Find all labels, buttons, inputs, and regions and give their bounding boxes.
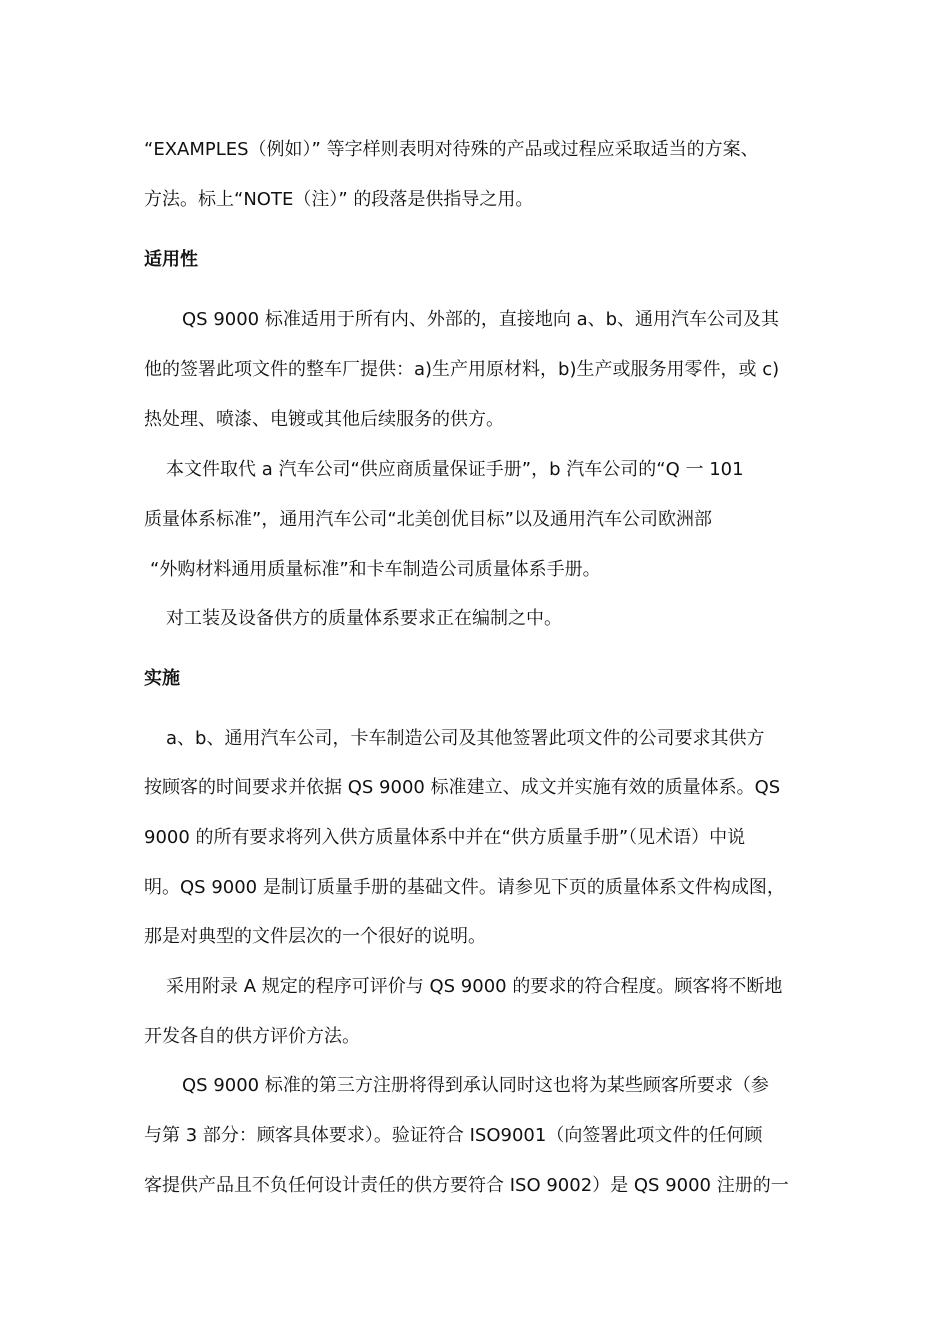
- implementation-p1-line-4: 明。QS 9000 是制订质量手册的基础文件。请参见下页的质量体系文件构成图，: [144, 877, 785, 898]
- applicability-p1-line-1: QS 9000 标准适用于所有内、外部的，直接地向 a、b、通用汽车公司及其: [182, 309, 780, 330]
- implementation-p1-line-1: a、b、通用汽车公司，卡车制造公司及其他签署此项文件的公司要求其供方: [166, 728, 765, 749]
- implementation-p3-line-2: 与第 3 部分：顾客具体要求）。验证符合 ISO9001（向签署此项文件的任何顾: [144, 1125, 763, 1146]
- implementation-p2-line-2: 开发各自的供方评价方法。: [144, 1026, 360, 1047]
- implementation-p2-line-1: 采用附录 A 规定的程序可评价与 QS 9000 的要求的符合程度。顾客将不断地: [166, 976, 783, 997]
- implementation-p1-line-2: 按顾客的时间要求并依据 QS 9000 标准建立、成文并实施有效的质量体系。QS: [144, 777, 781, 798]
- applicability-p3-line-1: 对工装及设备供方的质量体系要求正在编制之中。: [166, 608, 562, 629]
- intro-line-2: 方法。标上“NOTE（注）” 的段落是供指导之用。: [144, 189, 534, 210]
- section-heading-implementation: 实施: [144, 668, 180, 689]
- implementation-p1-line-5: 那是对典型的文件层次的一个很好的说明。: [144, 926, 486, 947]
- implementation-p1-line-3: 9000 的所有要求将列入供方质量体系中并在“供方质量手册”（见术语）中说: [144, 827, 746, 848]
- implementation-p3-line-1: QS 9000 标准的第三方注册将得到承认同时这也将为某些顾客所要求（参: [182, 1075, 769, 1096]
- applicability-p1-line-2: 他的签署此项文件的整车厂提供：a)生产用原材料，b)生产或服务用零件，或 c): [144, 359, 780, 380]
- applicability-p1-line-3: 热处理、喷漆、电镀或其他后续服务的供方。: [144, 409, 504, 430]
- implementation-p3-line-3: 客提供产品且不负任何设计责任的供方要符合 ISO 9002）是 QS 9000 注册的一: [144, 1175, 789, 1196]
- applicability-p2-line-1: 本文件取代 a 汽车公司“供应商质量保证手册”，b 汽车公司的“Q 一 101: [166, 459, 744, 480]
- applicability-p2-line-3: “外购材料通用质量标准”和卡车制造公司质量体系手册。: [150, 559, 601, 580]
- applicability-p2-line-2: 质量体系标准”，通用汽车公司“北美创优目标”以及通用汽车公司欧洲部: [144, 509, 712, 530]
- intro-line-1: “EXAMPLES（例如）” 等字样则表明对待殊的产品或过程应采取适当的方案、: [144, 139, 759, 160]
- section-heading-applicability: 适用性: [144, 249, 198, 270]
